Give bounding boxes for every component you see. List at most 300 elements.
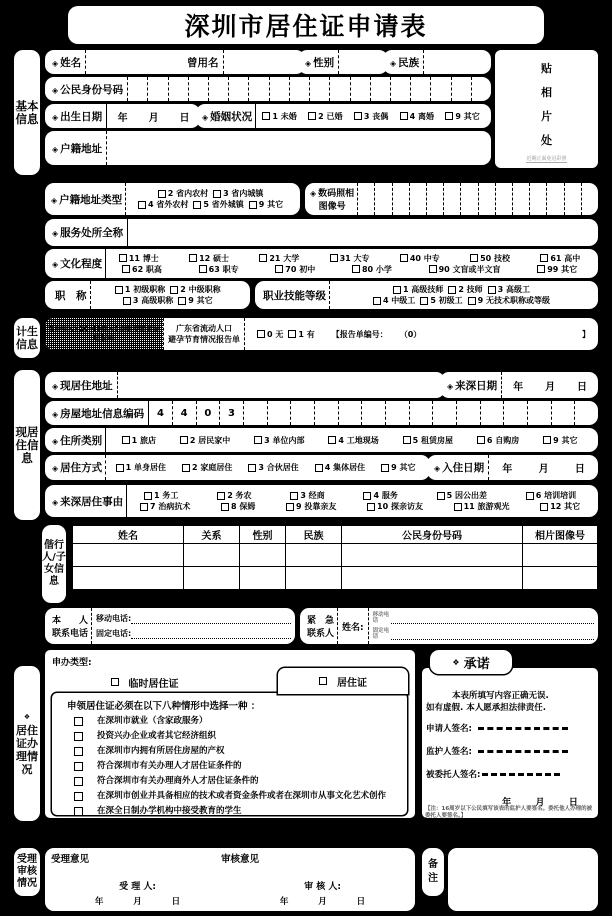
reason-option-5[interactable] — [540, 501, 580, 512]
option-label: 9 其它 — [391, 463, 416, 472]
permit-condition-2[interactable] — [74, 745, 407, 759]
id-number-cell-5[interactable] — [229, 77, 249, 101]
reason-option-2[interactable] — [286, 501, 336, 512]
movein-date-ymd[interactable] — [489, 460, 598, 475]
emergency-landline-input[interactable] — [391, 639, 594, 640]
checkbox[interactable] — [393, 286, 401, 294]
field-arrive-date[interactable] — [440, 372, 598, 398]
skill-level-options[interactable] — [330, 284, 598, 306]
checkbox[interactable] — [74, 807, 83, 816]
checkbox[interactable] — [115, 286, 123, 294]
emergency-contact-block[interactable] — [300, 608, 598, 644]
id-number-cell-12[interactable] — [371, 77, 391, 101]
house-code-cell-1[interactable]: 4 — [173, 401, 197, 425]
skill-option-1[interactable] — [420, 295, 462, 306]
checkbox[interactable] — [373, 297, 381, 305]
emergency-mobile-input[interactable] — [391, 623, 594, 624]
checkbox[interactable] — [217, 492, 225, 500]
marital-options[interactable] — [256, 111, 491, 122]
arrive-date-ymd[interactable] — [502, 378, 598, 393]
field-professional-title[interactable] — [45, 281, 250, 309]
checkbox[interactable] — [178, 297, 186, 305]
education-option-1[interactable] — [189, 253, 229, 264]
checkbox[interactable] — [468, 297, 476, 305]
digital-photo-cell-8[interactable] — [496, 183, 513, 215]
remark-label-2: 注 — [428, 873, 438, 884]
skill-option-1[interactable] — [448, 284, 482, 295]
digital-photo-cell-4[interactable] — [427, 183, 444, 215]
option-label: 2 居民家中 — [189, 435, 231, 445]
checkbox[interactable] — [182, 464, 190, 472]
mobile-label: 移动电话: — [96, 614, 132, 623]
applicant-sign-line[interactable] — [478, 727, 568, 730]
house-code-cell-8[interactable] — [339, 401, 363, 425]
reason-option-0[interactable] — [140, 501, 190, 512]
marital-option-4[interactable] — [445, 111, 479, 122]
checkbox[interactable] — [308, 112, 316, 120]
checkbox[interactable] — [74, 747, 83, 756]
mobile-input[interactable] — [131, 623, 291, 624]
field-name[interactable] — [45, 50, 195, 74]
checkbox[interactable] — [352, 265, 360, 273]
field-residence-reason[interactable] — [45, 485, 598, 517]
table-cell-5[interactable] — [523, 544, 598, 567]
education-options[interactable] — [106, 253, 598, 275]
field-professional-title-label: 职 称 — [55, 289, 87, 302]
review-date[interactable] — [230, 895, 415, 907]
checkbox[interactable] — [74, 792, 83, 801]
permit-instruction: 申领居住证必须在以下八种情形中选择一种 ： — [67, 701, 261, 712]
checkbox[interactable] — [367, 503, 375, 511]
checkbox[interactable] — [248, 464, 256, 472]
id-number-cell-15[interactable] — [431, 77, 451, 101]
checkbox[interactable] — [123, 297, 131, 305]
diamond-icon: ◈ — [52, 58, 59, 68]
id-number-cell-2[interactable] — [169, 77, 189, 101]
house-code-cell-9[interactable] — [362, 401, 386, 425]
id-number-cell-11[interactable] — [351, 77, 371, 101]
checkbox[interactable] — [74, 717, 83, 726]
id-number-cell-9[interactable] — [310, 77, 330, 101]
permit-condition-3[interactable] — [74, 760, 407, 774]
checkbox[interactable] — [74, 777, 83, 786]
family-planning-option-0[interactable] — [257, 329, 283, 340]
digital-photo-cell-9[interactable] — [513, 183, 530, 215]
education-option-0[interactable] — [122, 264, 162, 275]
education-option-3[interactable] — [352, 264, 392, 275]
permit-condition-7[interactable] — [74, 820, 407, 834]
table-cell-2[interactable] — [240, 544, 286, 567]
digital-photo-cell-11[interactable] — [547, 183, 564, 215]
table-cell-5[interactable] — [523, 567, 598, 590]
checkbox[interactable] — [403, 436, 411, 444]
id-number-cell-0[interactable] — [128, 77, 148, 101]
dwelling-type-option-1[interactable] — [180, 435, 230, 446]
section-tab-basic — [14, 50, 40, 175]
house-code-cell-15[interactable] — [504, 401, 528, 425]
day-label: 日 — [356, 897, 366, 907]
checkbox[interactable] — [437, 492, 445, 500]
checkbox[interactable] — [122, 436, 130, 444]
checkbox[interactable] — [315, 464, 323, 472]
house-code-cell-12[interactable] — [433, 401, 457, 425]
table-cell-4[interactable] — [342, 544, 523, 567]
guardian-sign-line[interactable] — [478, 750, 568, 753]
field-gender[interactable] — [298, 50, 388, 74]
checkbox[interactable] — [193, 201, 201, 209]
permit-condition-1[interactable] — [74, 730, 407, 744]
option-label: 9 其它 — [455, 111, 480, 121]
checkbox[interactable] — [189, 254, 197, 262]
permit-condition-5[interactable] — [74, 790, 407, 804]
option-label: 40 中专 — [409, 253, 440, 263]
option-label: 5 租赁房屋 — [412, 435, 453, 445]
field-education[interactable] — [45, 249, 598, 278]
education-option-1[interactable] — [199, 264, 239, 275]
checkbox[interactable] — [180, 436, 188, 444]
option-label: 63 职专 — [208, 264, 239, 274]
checkbox[interactable] — [213, 190, 221, 198]
field-marital-status[interactable] — [196, 104, 491, 128]
table-cell-0[interactable] — [73, 544, 184, 567]
checkbox[interactable] — [257, 330, 265, 338]
household-type-option-0[interactable] — [158, 188, 208, 199]
promise-signatures[interactable] — [426, 722, 596, 780]
id-number-cell-16[interactable] — [452, 77, 472, 101]
digital-photo-cell-5[interactable] — [444, 183, 461, 215]
table-cell-1[interactable] — [184, 544, 240, 567]
birth-date-ymd[interactable] — [107, 109, 200, 124]
marital-option-1[interactable] — [308, 111, 342, 122]
checkbox[interactable] — [288, 330, 296, 338]
title-option-1[interactable] — [178, 295, 212, 306]
field-birth-date[interactable] — [45, 104, 200, 128]
checkbox[interactable] — [275, 265, 283, 273]
field-household-type[interactable] — [45, 183, 300, 215]
checkbox[interactable] — [454, 503, 462, 511]
family-planning-options[interactable] — [245, 329, 320, 340]
checkbox[interactable] — [170, 286, 178, 294]
id-number-cell-7[interactable] — [270, 77, 290, 101]
year-label: 年 — [502, 798, 512, 808]
id-number-cell-8[interactable] — [290, 77, 310, 101]
house-code-cell-16[interactable] — [528, 401, 552, 425]
checkbox[interactable] — [221, 503, 229, 511]
id-number-cells[interactable] — [128, 77, 491, 101]
acceptance-date[interactable] — [45, 895, 230, 907]
household-type-options[interactable] — [126, 188, 300, 210]
marital-option-0[interactable] — [262, 111, 296, 122]
house-code-cell-5[interactable] — [268, 401, 292, 425]
option-label: 4 工地现场 — [338, 435, 379, 445]
temp-permit-checkbox[interactable] — [111, 678, 119, 686]
id-number-cell-3[interactable] — [189, 77, 209, 101]
skill-option-0[interactable] — [393, 284, 443, 295]
report-number-field[interactable]: 【报告单编号： （0） 】 — [331, 329, 590, 339]
table-row[interactable] — [73, 544, 598, 567]
digital-photo-cell-2[interactable] — [393, 183, 410, 215]
household-type-option-1[interactable] — [213, 188, 263, 199]
option-label: 9 其它 — [258, 200, 284, 209]
house-code-cell-7[interactable] — [315, 401, 339, 425]
digital-photo-cell-13[interactable] — [582, 183, 598, 215]
table-cell-1[interactable] — [184, 567, 240, 590]
house-code-cell-14[interactable] — [481, 401, 505, 425]
living-mode-option-0[interactable] — [116, 462, 166, 473]
table-row[interactable] — [73, 567, 598, 590]
digital-photo-cell-12[interactable] — [565, 183, 582, 215]
checkbox[interactable] — [290, 492, 298, 500]
option-label: 3 高级工 — [497, 285, 531, 294]
checkbox[interactable] — [526, 492, 534, 500]
id-number-cell-4[interactable] — [209, 77, 229, 101]
section-tab-family-planning — [14, 318, 40, 358]
diamond-icon: ◈ — [51, 195, 58, 205]
reason-option-4[interactable] — [437, 490, 487, 501]
reason-option-4[interactable] — [454, 501, 510, 512]
living-mode-options[interactable] — [106, 462, 430, 473]
education-option-2[interactable] — [259, 253, 299, 264]
household-type-option-0[interactable] — [138, 199, 188, 210]
digital-photo-cell-6[interactable] — [461, 183, 478, 215]
checkbox[interactable] — [400, 112, 408, 120]
education-option-0[interactable] — [119, 253, 159, 264]
house-code-cells[interactable] — [149, 401, 598, 425]
photo-char-2: 相 — [541, 85, 552, 99]
digital-photo-cell-7[interactable] — [479, 183, 496, 215]
house-code-cell-6[interactable] — [291, 401, 315, 425]
house-code-cell-11[interactable] — [410, 401, 434, 425]
field-household-address[interactable] — [45, 131, 491, 165]
section-tab-current-residence-label: 现居住信息 — [15, 424, 39, 465]
remark-box[interactable] — [448, 848, 598, 911]
title-option-0[interactable] — [123, 295, 173, 306]
reason-option-3[interactable] — [363, 490, 397, 501]
option-label: 3 高级职称 — [132, 296, 174, 305]
residence-reason-options[interactable] — [127, 490, 598, 512]
landline-input[interactable] — [131, 638, 291, 639]
living-mode-option-2[interactable] — [248, 462, 298, 473]
field-movein-date[interactable] — [427, 455, 598, 480]
condition-label: 投资兴办企业或者其它经济组织 — [97, 731, 217, 741]
professional-title-options[interactable] — [91, 284, 251, 306]
field-workplace[interactable] — [45, 219, 598, 246]
living-mode-option-4[interactable] — [381, 462, 415, 473]
digital-photo-cell-10[interactable] — [530, 183, 547, 215]
dwelling-type-option-5[interactable] — [477, 435, 519, 446]
dwelling-type-options[interactable] — [106, 435, 598, 446]
checkbox[interactable] — [259, 254, 267, 262]
house-code-cell-2[interactable]: 0 — [197, 401, 221, 425]
marital-option-3[interactable] — [400, 111, 434, 122]
option-label: 62 职高 — [132, 264, 162, 274]
checkbox[interactable] — [477, 436, 485, 444]
reason-option-0[interactable] — [144, 490, 178, 501]
checkbox[interactable] — [328, 436, 336, 444]
checkbox[interactable] — [116, 464, 124, 472]
checkbox[interactable] — [140, 503, 148, 511]
table-cell-0[interactable] — [73, 567, 184, 590]
checkbox[interactable] — [122, 265, 130, 273]
reason-option-5[interactable] — [526, 490, 576, 501]
house-code-cell-0[interactable]: 4 — [149, 401, 173, 425]
house-code-cell-3[interactable]: 3 — [220, 401, 244, 425]
household-type-option-1[interactable] — [193, 199, 243, 210]
checkbox[interactable] — [286, 503, 294, 511]
family-planning-row[interactable] — [45, 318, 598, 350]
field-ethnicity[interactable] — [383, 50, 491, 74]
field-dwelling-type-label: ◈ 住所类别 — [52, 434, 103, 447]
field-living-mode[interactable] — [45, 455, 430, 480]
checkbox[interactable] — [74, 762, 83, 771]
checkbox[interactable] — [249, 201, 257, 209]
entrusted-sign-line[interactable] — [482, 773, 560, 776]
table-cell-2[interactable] — [240, 567, 286, 590]
table-cell-3[interactable] — [286, 567, 342, 590]
temp-permit-tab[interactable] — [52, 670, 237, 694]
checkbox[interactable] — [470, 254, 478, 262]
id-number-cell-13[interactable] — [391, 77, 411, 101]
option-label: 3 经商 — [300, 491, 325, 500]
dwelling-type-option-3[interactable] — [328, 435, 378, 446]
field-house-code[interactable] — [45, 401, 598, 425]
id-number-cell-1[interactable] — [148, 77, 168, 101]
checkbox[interactable] — [488, 286, 496, 294]
checkbox[interactable] — [448, 286, 456, 294]
permit-tab[interactable] — [278, 668, 408, 694]
living-mode-option-3[interactable] — [315, 462, 365, 473]
checkbox[interactable] — [445, 112, 453, 120]
field-current-address-label: ◈ 现居住地址 — [52, 379, 113, 392]
field-current-address[interactable] — [45, 372, 445, 398]
digital-photo-cell-1[interactable] — [375, 183, 392, 215]
option-label: 5 省外城镇 — [203, 200, 244, 209]
day-label: 日 — [574, 464, 585, 475]
table-cell-3[interactable] — [286, 544, 342, 567]
id-number-cell-6[interactable] — [249, 77, 269, 101]
id-number-cell-14[interactable] — [411, 77, 431, 101]
family-planning-option-1[interactable] — [288, 329, 314, 340]
checkbox[interactable] — [381, 464, 389, 472]
checkbox[interactable] — [363, 492, 371, 500]
checkbox[interactable] — [74, 822, 83, 831]
education-option-4[interactable] — [429, 264, 501, 275]
checkbox[interactable] — [199, 265, 207, 273]
id-number-cell-10[interactable] — [330, 77, 350, 101]
education-option-5[interactable] — [470, 253, 510, 264]
field-dwelling-type[interactable] — [45, 428, 598, 452]
option-label: 12 硕士 — [199, 253, 229, 263]
checkbox[interactable] — [354, 112, 362, 120]
table-cell-4[interactable] — [342, 567, 523, 590]
living-mode-option-1[interactable] — [182, 462, 232, 473]
house-code-cell-13[interactable] — [457, 401, 481, 425]
title-option-0[interactable] — [115, 284, 165, 295]
permit-condition-4[interactable] — [74, 775, 407, 789]
checkbox[interactable] — [158, 190, 166, 198]
field-digital-photo-no[interactable] — [305, 183, 598, 215]
household-type-option-2[interactable] — [249, 199, 283, 210]
col-name: 姓名 — [73, 526, 184, 544]
review-panel[interactable] — [45, 848, 415, 911]
checkbox[interactable] — [540, 503, 548, 511]
education-option-4[interactable] — [400, 253, 440, 264]
skill-option-0[interactable] — [373, 295, 415, 306]
photo-placeholder — [495, 50, 598, 168]
reason-option-1[interactable] — [221, 501, 255, 512]
education-option-3[interactable] — [330, 253, 370, 264]
permit-condition-6[interactable] — [74, 805, 407, 819]
education-option-6[interactable] — [540, 253, 580, 264]
title-option-1[interactable] — [170, 284, 220, 295]
section-tab-review-label: 受理审核情况 — [17, 854, 37, 889]
house-code-cell-17[interactable] — [552, 401, 576, 425]
education-option-5[interactable] — [537, 264, 577, 275]
checkbox[interactable] — [537, 265, 545, 273]
month-label: 月 — [133, 897, 142, 907]
checkbox[interactable] — [543, 436, 551, 444]
companion-table[interactable] — [72, 525, 598, 590]
reason-option-3[interactable] — [367, 501, 423, 512]
option-label: 61 高中 — [550, 253, 581, 263]
review-opinion-label: 审核意见 — [221, 854, 260, 865]
option-label: 4 省外农村 — [148, 200, 189, 209]
reason-option-2[interactable] — [290, 490, 324, 501]
year-label: 年 — [117, 112, 128, 124]
family-planning-shaded-label: 育龄妇女(20-49周岁)须提交婚育证明材料 — [45, 318, 163, 350]
field-digital-photo-label-2: 图像号 — [318, 202, 346, 212]
checkbox[interactable] — [144, 492, 152, 500]
checkbox[interactable] — [420, 297, 428, 305]
house-code-cell-10[interactable] — [386, 401, 410, 425]
checkbox[interactable] — [138, 201, 146, 209]
self-contact-block[interactable] — [45, 608, 295, 644]
digital-photo-cell-0[interactable] — [358, 183, 375, 215]
skill-option-2[interactable] — [468, 295, 550, 306]
checkbox[interactable] — [119, 254, 127, 262]
digital-photo-cells[interactable] — [358, 183, 598, 215]
section-tab-current-residence — [14, 370, 40, 520]
field-id-number[interactable] — [45, 77, 491, 101]
education-option-2[interactable] — [275, 264, 315, 275]
digital-photo-cell-3[interactable] — [410, 183, 427, 215]
dwelling-type-option-2[interactable] — [254, 435, 304, 446]
month-label: 月 — [148, 112, 159, 124]
id-number-cell-17[interactable] — [472, 77, 491, 101]
checkbox[interactable] — [429, 265, 437, 273]
dwelling-type-option-4[interactable] — [403, 435, 453, 446]
permit-conditions-list[interactable] — [52, 715, 407, 834]
dwelling-type-option-6[interactable] — [543, 435, 577, 446]
reason-option-1[interactable] — [217, 490, 251, 501]
skill-option-2[interactable] — [488, 284, 530, 295]
checkbox[interactable] — [262, 112, 270, 120]
checkbox[interactable] — [540, 254, 548, 262]
house-code-cell-18[interactable] — [575, 401, 598, 425]
field-skill-level[interactable] — [255, 281, 598, 309]
checkbox[interactable] — [400, 254, 408, 262]
house-code-cell-4[interactable] — [244, 401, 268, 425]
field-alias[interactable] — [180, 50, 305, 74]
permit-condition-0[interactable] — [74, 715, 407, 729]
dwelling-type-option-0[interactable] — [122, 435, 156, 446]
permit-checkbox[interactable] — [319, 677, 327, 685]
checkbox[interactable] — [330, 254, 338, 262]
option-label: 5 初级工 — [430, 296, 463, 305]
checkbox[interactable] — [254, 436, 262, 444]
marital-option-2[interactable] — [354, 111, 388, 122]
checkbox[interactable] — [74, 732, 83, 741]
